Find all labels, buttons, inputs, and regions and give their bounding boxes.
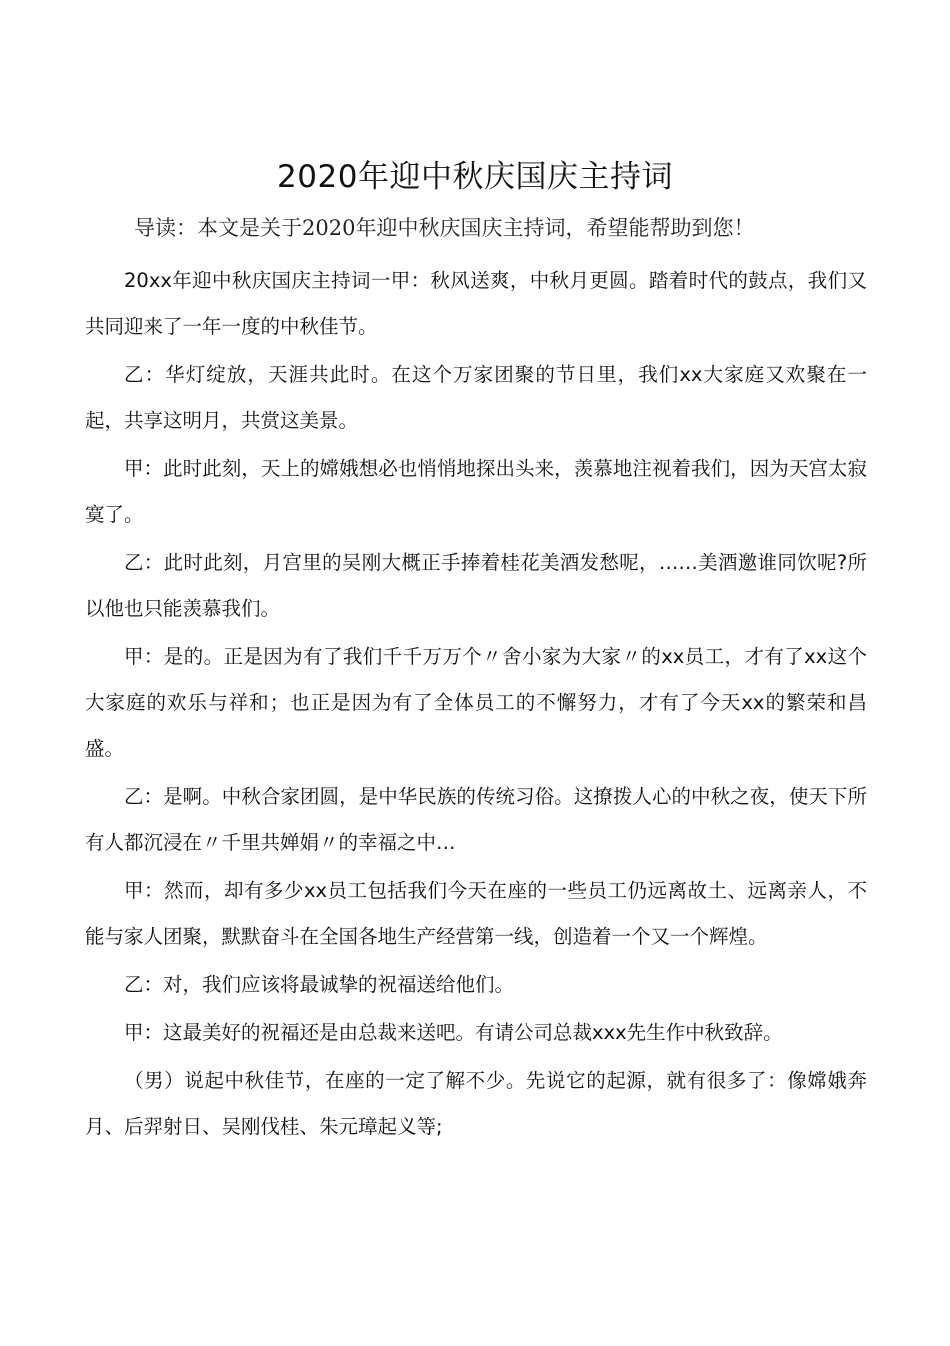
paragraph: 甲：这最美好的祝福还是由总裁来送吧。有请公司总裁xxx先生作中秋致辞。 bbox=[124, 1021, 783, 1044]
paragraph: 乙：华灯绽放，天涯共此时。在这个万家团聚的节日里，我们xx大家庭又欢聚在一起，共享这明月，共赏这美景。 bbox=[85, 363, 867, 432]
paragraph: （男）说起中秋佳节，在座的一定了解不少。先说它的起源，就有很多了：像嫦娥奔月、后羿射日、吴刚伐桂、朱元璋起义等; bbox=[85, 1069, 867, 1138]
paragraph: 甲：是的。正是因为有了我们千千万万个〃舍小家为大家〃的xx员工，才有了xx这个大家庭的欢乐与祥和；也正是因为有了全体员工的不懈努力，才有了今天xx的繁荣和昌盛。 bbox=[85, 645, 867, 760]
paragraph: 甲：此时此刻，天上的嫦娥想必也悄悄地探出头来，羡慕地注视着我们，因为天宫太寂寞了。 bbox=[85, 457, 867, 526]
paragraph: 乙：此时此刻，月宫里的吴刚大概正手捧着桂花美酒发愁呢，……美酒邀谁同饮呢?所以他也只能羡慕我们。 bbox=[85, 551, 867, 620]
paragraph: 乙：是啊。中秋合家团圆，是中华民族的传统习俗。这撩拨人心的中秋之夜，使天下所有人都沉浸在〃千里共婵娟〃的幸福之中… bbox=[85, 785, 867, 854]
paragraph: 20xx年迎中秋庆国庆主持词一甲：秋风送爽，中秋月更圆。踏着时代的鼓点，我们又共同迎来了一年一度的中秋佳节。 bbox=[85, 269, 867, 338]
paragraph: 甲：然而，却有多少xx员工包括我们今天在座的一些员工仍远离故土、远离亲人，不能与家人团聚，默默奋斗在全国各地生产经营第一线，创造着一个又一个辉煌。 bbox=[85, 879, 867, 948]
paragraph: 乙：对，我们应该将最诚挚的祝福送给他们。 bbox=[124, 973, 515, 996]
document-title: 2020年迎中秋庆国庆主持词 bbox=[277, 158, 673, 195]
intro-line: 导读：本文是关于2020年迎中秋庆国庆主持词，希望能帮助到您！ bbox=[134, 216, 755, 240]
document-body bbox=[85, 258, 867, 1152]
